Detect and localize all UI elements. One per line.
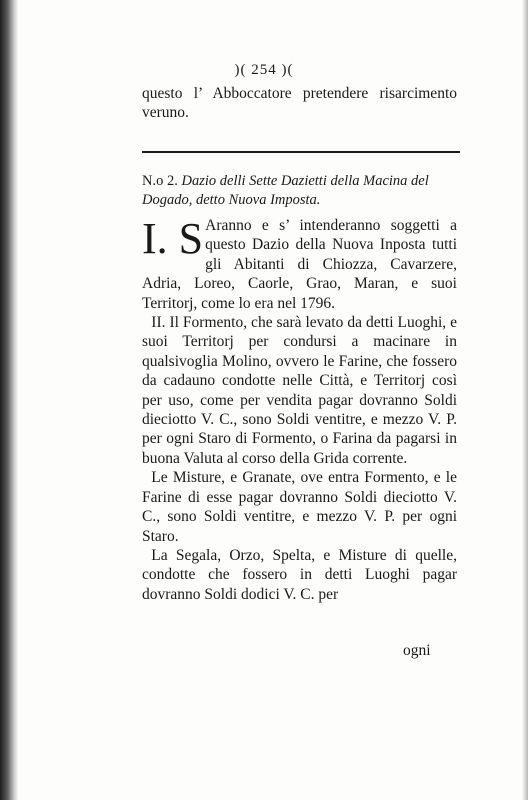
- paragraph-1: [142, 216, 457, 313]
- book-spine-shadow: [0, 0, 18, 800]
- drop-cap: I. S: [142, 214, 204, 263]
- section-heading: [142, 172, 457, 210]
- heading-title: Dazio delli Sette Dazietti della Macina del Dogado, detto Nuova Imposta.: [142, 173, 429, 208]
- paragraph-1-text: Aranno e s’ intenderanno soggetti a questo Dazio della Nuova Inposta tutti gli Abitanti di Chiozza, Cavarzere, Adria, Loreo, Caorle, Grao, Maran, e suoi Territorj, come lo era nel 1796.: [142, 217, 457, 312]
- paragraph-3: Le Misture, e Granate, ove entra Formento, e le Farine di esse pagar dovranno Soldi dieciotto V. C., sono Soldi ventitre, e mezzo V. P. per ogni Staro.: [142, 469, 457, 545]
- carryover-text: questo l’ Abboccatore pretendere risarcimento veruno.: [142, 85, 457, 121]
- catchword: ogni: [403, 642, 431, 659]
- page-number: )( 254 )(: [234, 62, 294, 78]
- section-divider: [142, 151, 460, 153]
- body-text: [142, 216, 457, 604]
- paragraph-4: La Segala, Orzo, Spelta, e Misture di quelle, condotte che fossero in detti Luoghi pagar dovranno Soldi dodici V. C. per: [142, 546, 457, 603]
- heading-number: N.o 2.: [142, 173, 178, 189]
- paragraph-2: II. Il Formento, che sarà levato da detti Luoghi, e suoi Territorj per condursi a macinare in qualsivoglia Molino, ovvero le Farine, che fossero da cadauno condotte nelle Città, e Territorj così per uso, come per vendita pagar dovranno Soldi dieciotto V. C., sono Soldi ventitre, e mezzo V. P. per ogni Staro di Formento, o Farina da pagarsi in buona Valuta al corso della Grida corrente.: [142, 314, 457, 467]
- page-edge: [522, 0, 528, 800]
